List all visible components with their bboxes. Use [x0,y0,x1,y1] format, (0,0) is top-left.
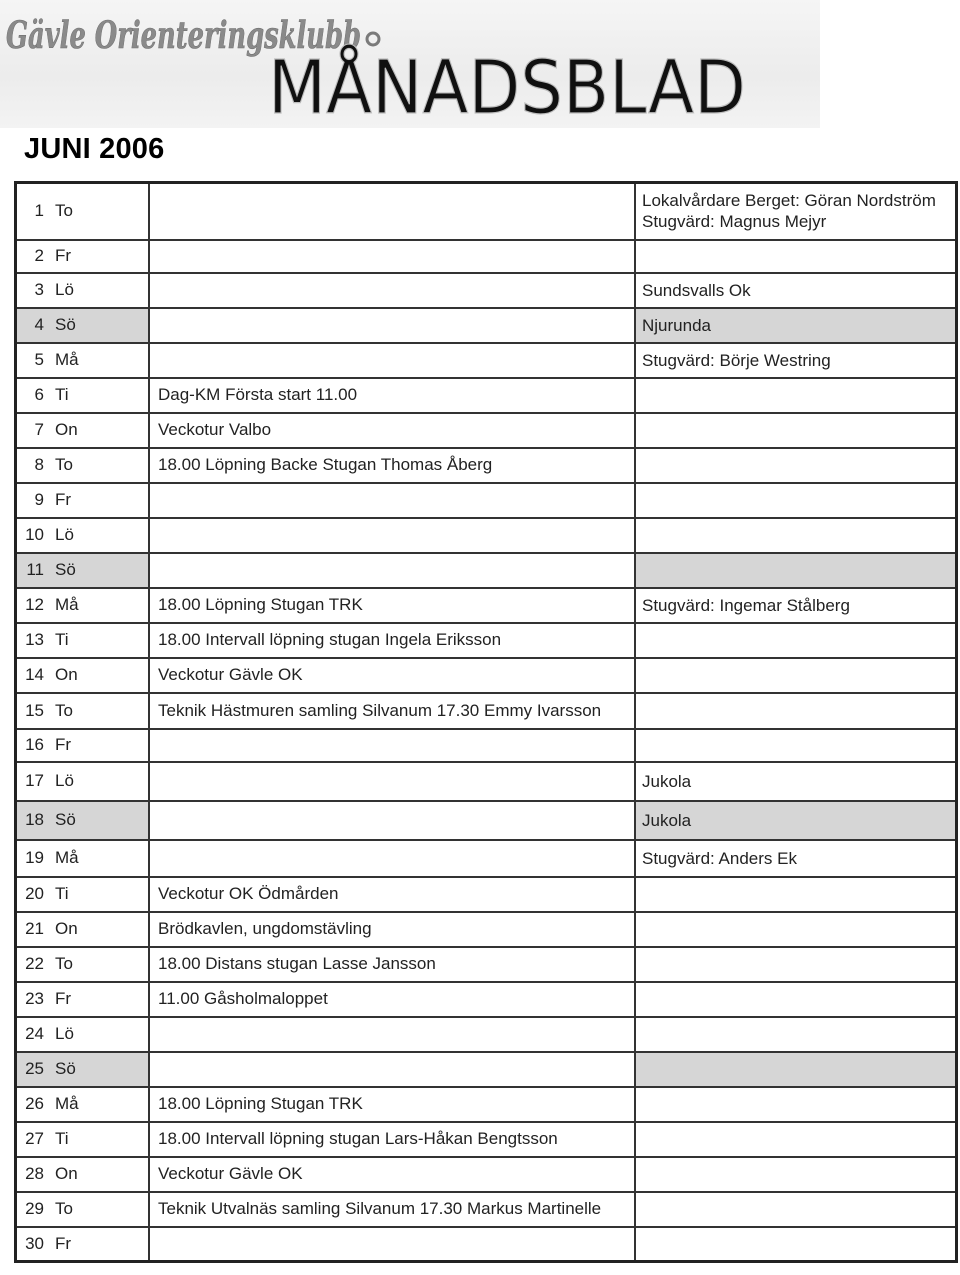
masthead-banner [0,0,820,128]
day-number: 25 [25,1059,44,1078]
day-number: 9 [34,490,44,509]
note-cell [635,729,957,762]
day-cell [16,308,150,343]
activity-cell [149,240,635,273]
day-number: 19 [25,848,44,867]
activity-cell: Veckotur Gävle OK [149,1157,635,1192]
day-number: 14 [25,665,44,684]
weekday: Sö [55,560,76,579]
activity-cell [149,762,635,801]
calendar-row [16,448,957,483]
day-number: 29 [25,1199,44,1218]
calendar-row [16,553,957,588]
weekday: To [55,954,73,973]
day-number: 2 [34,246,44,265]
note-cell [635,693,957,729]
calendar-table [14,181,958,1263]
calendar-row [16,483,957,518]
activity-cell: Teknik Hästmuren samling Silvanum 17.30 Emmy Ivarsson [149,693,635,729]
calendar-row [16,273,957,308]
weekday: Ti [55,884,69,903]
day-number: 24 [25,1024,44,1043]
day-number: 22 [25,954,44,973]
activity-cell [149,343,635,378]
day-number: 6 [34,385,44,404]
note-cell [635,378,957,413]
note-cell [635,518,957,553]
day-cell [16,240,150,273]
note-cell [635,308,957,343]
day-cell [16,1122,150,1157]
note-cell [635,183,957,240]
activity-cell: Teknik Utvalnäs samling Silvanum 17.30 Markus Martinelle [149,1192,635,1227]
calendar-row [16,1052,957,1087]
day-cell [16,1227,150,1262]
day-cell [16,183,150,240]
activity-cell [149,518,635,553]
note-cell [635,947,957,982]
activity-cell [149,729,635,762]
note-cell [635,240,957,273]
calendar-row [16,912,957,947]
activity-cell [149,183,635,240]
day-cell [16,877,150,912]
note-cell [635,658,957,693]
calendar-row [16,343,957,378]
day-number: 8 [34,455,44,474]
calendar-row [16,518,957,553]
note-cell [635,343,957,378]
day-number: 20 [25,884,44,903]
calendar-row [16,240,957,273]
weekday: Ti [55,630,69,649]
activity-cell: 11.00 Gåsholmaloppet [149,982,635,1017]
note-cell [635,840,957,877]
note-cell [635,588,957,623]
day-number: 17 [25,771,44,790]
activity-cell: Veckotur Gävle OK [149,658,635,693]
weekday: Sö [55,315,76,334]
note-cell [635,762,957,801]
weekday: Må [55,1094,79,1113]
note-cell [635,1052,957,1087]
day-cell [16,658,150,693]
activity-cell: Veckotur Valbo [149,413,635,448]
activity-cell [149,1052,635,1087]
day-cell [16,448,150,483]
note-cell [635,1087,957,1122]
day-cell [16,273,150,308]
publication-title: MÅNADSBLAD [268,45,794,128]
note-cell [635,801,957,840]
activity-cell [149,1017,635,1052]
note-line: Stugvärd: Anders Ek [642,848,797,868]
page-title: JUNI 2006 [24,133,165,165]
note-cell [635,1227,957,1262]
day-number: 16 [25,735,44,754]
day-cell [16,982,150,1017]
day-cell [16,729,150,762]
day-number: 13 [25,630,44,649]
calendar-row [16,693,957,729]
note-cell [635,1157,957,1192]
day-cell [16,413,150,448]
day-number: 5 [34,350,44,369]
calendar-row [16,801,957,840]
day-cell [16,553,150,588]
calendar-row [16,762,957,801]
weekday: Sö [55,1059,76,1078]
day-number: 4 [34,315,44,334]
calendar-row [16,658,957,693]
weekday: Fr [55,1233,72,1253]
weekday: To [55,201,73,221]
note-line: Jukola [642,771,692,791]
weekday: Lö [55,1024,74,1043]
day-cell [16,762,150,801]
day-cell [16,801,150,840]
calendar-row [16,1192,957,1227]
note-cell [635,1017,957,1052]
note-cell [635,1122,957,1157]
note-cell [635,448,957,483]
day-number: 30 [25,1233,44,1253]
masthead-logo [0,0,820,128]
activity-cell: 18.00 Distans stugan Lasse Jansson [149,947,635,982]
note-cell [635,413,957,448]
activity-cell [149,273,635,308]
weekday: Fr [55,490,72,509]
day-cell [16,912,150,947]
weekday: Fr [55,989,72,1008]
day-number: 15 [25,700,44,720]
calendar-row [16,183,957,240]
calendar-row [16,413,957,448]
day-cell [16,378,150,413]
day-number: 21 [25,919,44,938]
day-cell [16,1052,150,1087]
weekday: To [55,455,73,474]
day-number: 3 [34,280,44,299]
note-cell [635,982,957,1017]
note-line: Stugvärd: Magnus Mejyr [642,212,827,232]
weekday: Må [55,848,79,867]
note-line: Sundsvalls Ok [642,280,751,300]
weekday: Lö [55,771,74,790]
calendar-row [16,729,957,762]
activity-cell: 18.00 Löpning Backe Stugan Thomas Åberg [149,448,635,483]
weekday: Ti [55,1129,69,1148]
activity-cell: Brödkavlen, ungdomstävling [149,912,635,947]
activity-cell: Veckotur OK Ödmården [149,877,635,912]
club-ring-ornament [367,33,379,45]
day-cell [16,483,150,518]
day-number: 1 [34,201,44,221]
activity-cell: Dag-KM Första start 11.00 [149,378,635,413]
calendar-row [16,1122,957,1157]
note-line: Njurunda [642,315,711,335]
day-cell [16,1017,150,1052]
weekday: On [55,919,78,938]
weekday: Lö [55,525,74,544]
activity-cell: 18.00 Intervall löpning stugan Ingela Eriksson [149,623,635,658]
club-name: Gävle Orienteringsklubb [6,13,361,57]
calendar-row [16,308,957,343]
calendar-row [16,1227,957,1262]
calendar-row [16,1087,957,1122]
weekday: To [55,1199,73,1218]
calendar-row [16,982,957,1017]
weekday: Ti [55,385,69,404]
day-number: 11 [26,560,44,579]
day-cell [16,1192,150,1227]
day-number: 18 [25,810,44,829]
weekday: On [55,1164,78,1183]
day-cell [16,840,150,877]
calendar-row [16,623,957,658]
day-number: 27 [25,1129,44,1148]
day-cell [16,947,150,982]
note-cell [635,553,957,588]
note-cell [635,483,957,518]
day-cell [16,1087,150,1122]
calendar-row [16,840,957,877]
note-line: Stugvärd: Börje Westring [642,350,831,370]
note-cell [635,273,957,308]
activity-cell [149,801,635,840]
activity-cell: 18.00 Löpning Stugan TRK [149,1087,635,1122]
calendar-body [16,183,957,1262]
day-number: 10 [25,525,44,544]
activity-cell [149,840,635,877]
note-cell [635,1192,957,1227]
day-number: 28 [25,1164,44,1183]
weekday: Må [55,595,79,614]
calendar-row [16,947,957,982]
weekday: Må [55,350,79,369]
weekday: On [55,665,78,684]
calendar-row [16,588,957,623]
day-cell [16,693,150,729]
day-cell [16,623,150,658]
calendar-row [16,378,957,413]
note-line: Jukola [642,810,692,830]
day-number: 7 [34,420,44,439]
weekday: Fr [55,246,72,265]
activity-cell: 18.00 Intervall löpning stugan Lars-Håkan Bengtsson [149,1122,635,1157]
day-number: 12 [25,595,44,614]
activity-cell [149,1227,635,1262]
day-number: 26 [25,1094,44,1113]
note-cell [635,877,957,912]
calendar-row [16,1017,957,1052]
weekday: On [55,420,78,439]
weekday: Sö [55,810,76,829]
note-cell [635,912,957,947]
note-line: Stugvärd: Ingemar Stålberg [642,595,850,615]
weekday: To [55,700,73,720]
calendar-row [16,877,957,912]
activity-cell [149,483,635,518]
weekday: Lö [55,280,74,299]
day-cell [16,343,150,378]
calendar-row [16,1157,957,1192]
note-line: Lokalvårdare Berget: Göran Nordström [642,191,936,211]
note-cell [635,623,957,658]
day-cell [16,1157,150,1192]
day-number: 23 [25,989,44,1008]
weekday: Fr [55,735,72,754]
day-cell [16,588,150,623]
activity-cell [149,308,635,343]
activity-cell: 18.00 Löpning Stugan TRK [149,588,635,623]
activity-cell [149,553,635,588]
day-cell [16,518,150,553]
